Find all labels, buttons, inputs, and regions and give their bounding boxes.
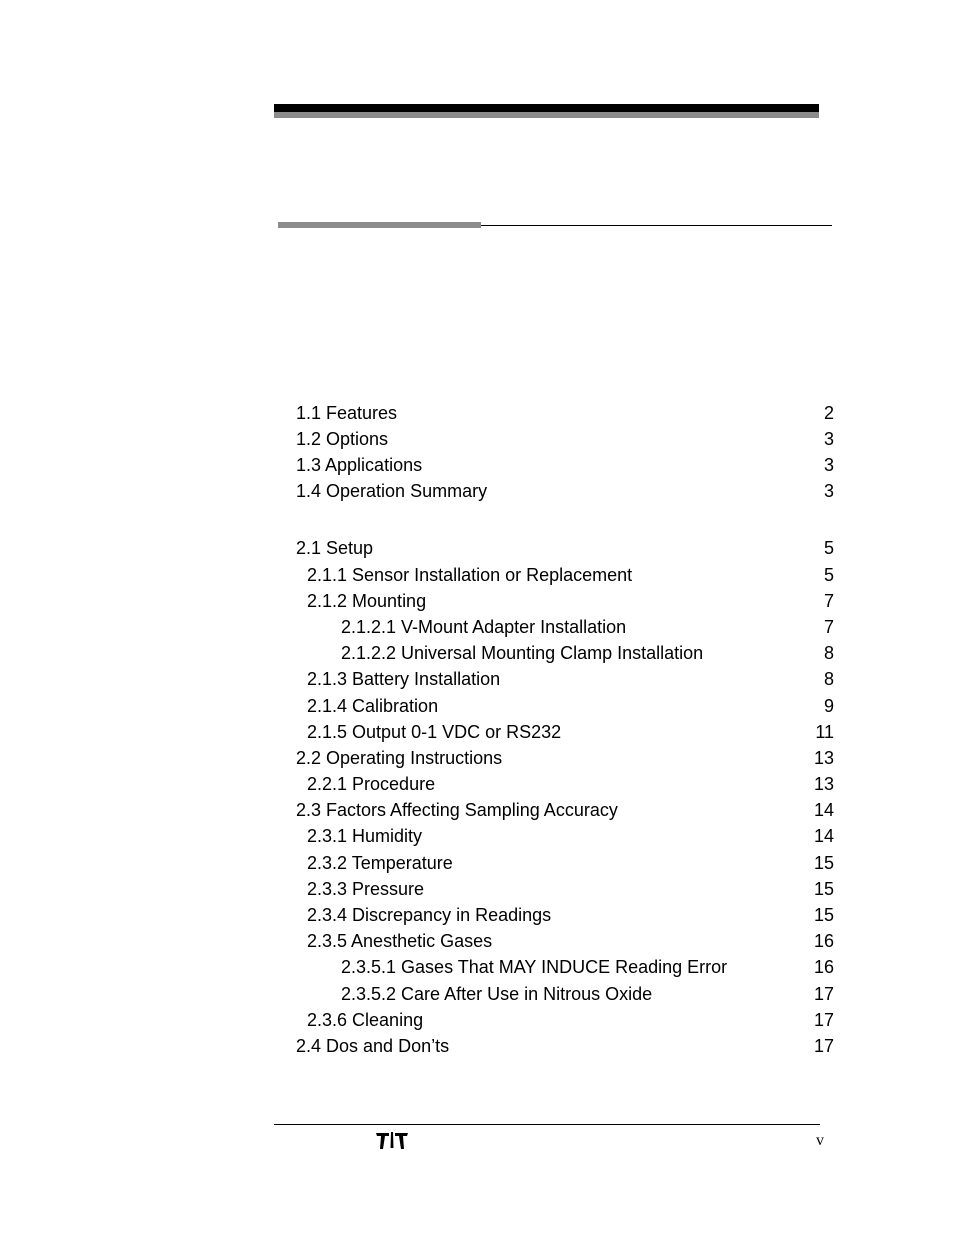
toc-entry-label: 2.3.3 Pressure <box>307 879 425 899</box>
toc-entry-page: 3 <box>823 429 834 449</box>
toc-entry-label: 2.1 Setup <box>296 538 374 558</box>
toc-entry[interactable] <box>296 563 834 587</box>
toc-entry[interactable] <box>296 641 834 665</box>
toc-entry-label: 2.1.2 Mounting <box>307 591 427 611</box>
toc-entry-label: 1.3 Applications <box>296 455 423 475</box>
toc-entry[interactable] <box>296 667 834 691</box>
toc-entry-label: 2.3.5.2 Care After Use in Nitrous Oxide <box>341 984 653 1004</box>
toc-entry[interactable] <box>296 772 834 796</box>
toc-entry-page: 8 <box>823 643 834 663</box>
toc-entry-page: 16 <box>813 957 834 977</box>
toc-entry-page: 7 <box>823 617 834 637</box>
toc-entry-label: 2.1.1 Sensor Installation or Replacement <box>307 565 633 585</box>
toc-entry[interactable] <box>296 929 834 953</box>
toc-entry-label: 2.3.2 Temperature <box>307 853 453 873</box>
toc-entry[interactable] <box>296 1034 834 1058</box>
toc-entry-label: 1.1 Features <box>296 403 398 423</box>
toc-entry[interactable] <box>296 1008 834 1032</box>
toc-entry-label: 2.3.1 Humidity <box>307 826 423 846</box>
toc-entry-page: 15 <box>813 905 834 925</box>
toc-entry-page: 9 <box>823 696 834 716</box>
toc-entry-label: 2.1.5 Output 0-1 VDC or RS232 <box>307 722 562 742</box>
toc-entry[interactable] <box>296 615 834 639</box>
toc-entry[interactable] <box>296 720 834 744</box>
toc-entry-page: 16 <box>813 931 834 951</box>
toc-entry-page: 13 <box>813 774 834 794</box>
toc-entry-page: 17 <box>813 1036 834 1056</box>
toc-entry-page: 17 <box>813 984 834 1004</box>
toc-entry-page: 7 <box>823 591 834 611</box>
toc-entry[interactable] <box>296 401 834 425</box>
toc-entry[interactable] <box>296 479 834 503</box>
toc-entry-label: 2.1.2.2 Universal Mounting Clamp Installation <box>341 643 704 663</box>
toc-entry-label: 2.2.1 Procedure <box>307 774 436 794</box>
toc-entry-page: 11 <box>815 722 834 742</box>
toc-entry[interactable] <box>296 903 834 927</box>
toc-entry[interactable] <box>296 798 834 822</box>
toc-entry-page: 15 <box>813 853 834 873</box>
toc-entry-label: 2.1.2.1 V-Mount Adapter Installation <box>341 617 627 637</box>
toc-entry[interactable] <box>296 982 834 1006</box>
toc-entry-page: 5 <box>823 538 834 558</box>
toc-entry-page: 17 <box>813 1010 834 1030</box>
toc-entry[interactable] <box>296 453 834 477</box>
toc-entry-page: 2 <box>823 403 834 423</box>
toc-entry-page: 15 <box>813 879 834 899</box>
toc-entry-page: 14 <box>813 826 834 846</box>
toc-entry[interactable] <box>296 746 834 770</box>
toc-entry-label: 2.3.5.1 Gases That MAY INDUCE Reading Error <box>341 957 728 977</box>
toc-entry-label: 2.3 Factors Affecting Sampling Accuracy <box>296 800 618 820</box>
toc-entry[interactable] <box>296 877 834 901</box>
toc-entry-label: 2.1.3 Battery Installation <box>307 669 501 689</box>
toc-entry-label: 2.3.4 Discrepancy in Readings <box>307 905 552 925</box>
toc-entry[interactable] <box>296 694 834 718</box>
toc-entry-page: 13 <box>813 748 834 768</box>
footer-rule <box>274 1124 820 1125</box>
toc-entry[interactable] <box>296 955 834 979</box>
toc-entry-label: 2.3.6 Cleaning <box>307 1010 424 1030</box>
toc-entry-page: 3 <box>823 455 834 475</box>
toc-entry-page: 14 <box>813 800 834 820</box>
toc-entry-label: 2.3.5 Anesthetic Gases <box>307 931 493 951</box>
toc-entry-page: 5 <box>823 565 834 585</box>
toc-entry-label: 2.4 Dos and Don’ts <box>296 1036 450 1056</box>
page-number: v <box>816 1132 824 1149</box>
toc-entry[interactable] <box>296 824 834 848</box>
toc-entry[interactable] <box>296 536 834 560</box>
toc-entry-label: 2.1.4 Calibration <box>307 696 439 716</box>
toc-entry[interactable] <box>296 589 834 613</box>
toc-entry-label: 1.4 Operation Summary <box>296 481 488 501</box>
toc-entry[interactable] <box>296 851 834 875</box>
teledyne-logo-icon <box>374 1130 410 1152</box>
toc-entry-label: 2.2 Operating Instructions <box>296 748 503 768</box>
toc-entry[interactable] <box>296 427 834 451</box>
toc-entry-label: 1.2 Options <box>296 429 389 449</box>
toc-entry-page: 3 <box>823 481 834 501</box>
toc-entry-page: 8 <box>823 669 834 689</box>
